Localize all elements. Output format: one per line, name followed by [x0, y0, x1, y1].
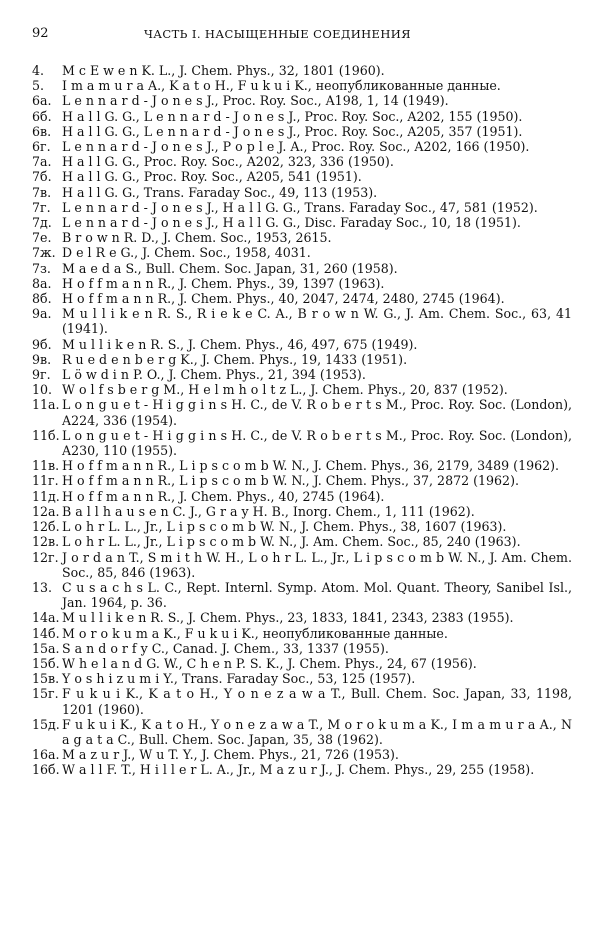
page-header: [32, 26, 568, 42]
reference-number: 16а.: [32, 747, 60, 763]
reference-text: F u k u i K., K a t o H., Y o n e z a w a T., M o r o k u m a K., I m a m u r a A., N a g a t a C., Bull. Chem. Soc. Japan, 35, 38 (1962).: [62, 716, 572, 747]
reference-text: M u l l i k e n R. S., J. Chem. Phys., 23, 1833, 1841, 2343, 2383 (1955).: [62, 610, 514, 626]
reference-entry: [32, 139, 572, 154]
reference-text: L o n g u e t - H i g g i n s H. C., de V. R o b e r t s M., Proc. Roy. Soc. (London), A230, 110 (1955).: [62, 427, 572, 459]
reference-entry: [32, 93, 572, 108]
reference-entry: [32, 504, 572, 519]
reference-number: 11д.: [32, 488, 60, 504]
reference-entry: [32, 352, 572, 367]
reference-text: M o r o k u m a K., F u k u i K., неопубликованные данные.: [62, 625, 448, 641]
reference-entry: [32, 261, 572, 276]
reference-entry: [32, 78, 572, 93]
reference-entry: [32, 306, 572, 336]
reference-text: H o f f m a n n R., L i p s c o m b W. N., J. Chem. Phys., 37, 2872 (1962).: [62, 473, 519, 489]
reference-entry: [32, 747, 572, 762]
reference-text: H o f f m a n n R., J. Chem. Phys., 39, 1397 (1963).: [62, 275, 385, 291]
reference-number: 9г.: [32, 367, 51, 383]
reference-number: 4.: [32, 63, 45, 78]
reference-entry: [32, 337, 572, 352]
reference-text: M u l l i k e n R. S., J. Chem. Phys., 46, 497, 675 (1949).: [62, 336, 418, 352]
reference-number: 7б.: [32, 169, 52, 185]
reference-text: L o h r L. L., Jr., L i p s c o m b W. N., J. Am. Chem. Soc., 85, 240 (1963).: [62, 534, 521, 550]
reference-entry: [32, 550, 572, 580]
reference-text: H a l l G. G., Proc. Roy. Soc., A202, 323, 336 (1950).: [62, 154, 394, 170]
reference-number: 12б.: [32, 519, 60, 535]
reference-text: H a l l G. G., L e n n a r d - J o n e s J., Proc. Roy. Soc., A205, 357 (1951).: [62, 123, 523, 139]
reference-text: H o f f m a n n R., L i p s c o m b W. N., J. Chem. Phys., 36, 2179, 3489 (1962).: [62, 458, 560, 474]
reference-entry: [32, 291, 572, 306]
reference-entry: [32, 686, 572, 716]
reference-entry: [32, 489, 572, 504]
reference-entry: [32, 154, 572, 169]
reference-number: 14а.: [32, 610, 60, 626]
reference-text: L e n n a r d - J o n e s J., P o p l e J. A., Proc. Roy. Soc., A202, 166 (1950).: [62, 139, 530, 155]
reference-text: M u l l i k e n R. S., R i e k e C. A., B r o w n W. G., J. Am. Chem. Soc., 63, 41 (1941).: [62, 306, 572, 337]
reference-entry: [32, 367, 572, 382]
reference-text: W o l f s b e r g M., H e l m h o l t z L., J. Chem. Phys., 20, 837 (1952).: [62, 382, 508, 398]
reference-entry: [32, 245, 572, 260]
reference-number: 14б.: [32, 625, 60, 641]
reference-number: 6б.: [32, 108, 52, 124]
reference-list: [32, 63, 572, 778]
reference-text: M c E w e n K. L., J. Chem. Phys., 32, 1801 (1960).: [62, 63, 385, 78]
reference-entry: [32, 671, 572, 686]
reference-number: 8а.: [32, 275, 52, 291]
reference-number: 12а.: [32, 503, 60, 519]
reference-entry: [32, 169, 572, 184]
reference-number: 16б.: [32, 762, 60, 778]
reference-number: 11в.: [32, 458, 60, 474]
reference-number: 6г.: [32, 139, 51, 155]
reference-number: 7а.: [32, 154, 52, 170]
reference-number: 15г.: [32, 686, 59, 702]
reference-number: 7з.: [32, 260, 51, 276]
reference-text: L e n n a r d - J o n e s J., H a l l G. G., Disc. Faraday Soc., 10, 18 (1951).: [62, 215, 521, 231]
reference-number: 6а.: [32, 93, 52, 109]
reference-entry: [32, 610, 572, 625]
reference-number: 7в.: [32, 184, 52, 200]
reference-entry: [32, 717, 572, 747]
reference-text: L e n n a r d - J o n e s J., H a l l G. G., Trans. Faraday Soc., 47, 581 (1952).: [62, 199, 538, 215]
reference-number: 6в.: [32, 123, 52, 139]
reference-entry: [32, 519, 572, 534]
reference-text: C u s a c h s L. C., Rept. Internl. Symp. Atom. Mol. Quant. Theory, Sanibel Isl., Jan. 1964, p. 36.: [62, 579, 572, 611]
reference-entry: [32, 382, 572, 397]
reference-text: S a n d o r f y C., Canad. J. Chem., 33, 1337 (1955).: [62, 640, 389, 656]
reference-text: B a l l h a u s e n C. J., G r a y H. B., Inorg. Chem., 1, 111 (1962).: [62, 503, 475, 519]
reference-number: 15б.: [32, 655, 60, 671]
running-title: ЧАСТЬ I. НАСЫЩЕННЫЕ СОЕДИНЕНИЯ: [144, 27, 411, 41]
reference-text: L o h r L. L., Jr., L i p s c o m b W. N., J. Chem. Phys., 38, 1607 (1963).: [62, 519, 507, 535]
reference-entry: [32, 641, 572, 656]
reference-entry: [32, 230, 572, 245]
reference-number: 5.: [32, 78, 45, 94]
reference-number: 7д.: [32, 215, 52, 231]
reference-entry: [32, 656, 572, 671]
reference-entry: [32, 124, 572, 139]
reference-entry: [32, 109, 572, 124]
reference-text: R u e d e n b e r g K., J. Chem. Phys., 19, 1433 (1951).: [62, 351, 408, 367]
reference-number: 7е.: [32, 230, 52, 246]
reference-number: 8б.: [32, 291, 52, 307]
reference-text: L ö w d i n P. O., J. Chem. Phys., 21, 394 (1953).: [62, 367, 366, 383]
reference-entry: [32, 276, 572, 291]
reference-text: W a l l F. T., H i l l e r L. A., Jr., M a z u r J., J. Chem. Phys., 29, 255 (1958).: [62, 762, 535, 778]
reference-text: H a l l G. G., Proc. Roy. Soc., A205, 541 (1951).: [62, 169, 362, 185]
reference-text: L e n n a r d - J o n e s J., Proc. Roy. Soc., A198, 1, 14 (1949).: [62, 93, 449, 109]
reference-text: H a l l G. G., L e n n a r d - J o n e s J., Proc. Roy. Soc., A202, 155 (1950).: [62, 108, 523, 124]
reference-entry: [32, 762, 572, 777]
reference-entry: [32, 458, 572, 473]
reference-text: H a l l G. G., Trans. Faraday Soc., 49, 113 (1953).: [62, 184, 378, 200]
reference-number: 13.: [32, 579, 53, 595]
reference-number: 12г.: [32, 549, 59, 565]
reference-number: 7г.: [32, 199, 51, 215]
reference-number: 15а.: [32, 640, 60, 656]
reference-number: 11а.: [32, 397, 60, 413]
reference-text: H o f f m a n n R., J. Chem. Phys., 40, 2745 (1964).: [62, 488, 385, 504]
reference-entry: [32, 473, 572, 488]
reference-text: M a z u r J., W u T. Y., J. Chem. Phys., 21, 726 (1953).: [62, 747, 399, 763]
reference-text: F u k u i K., K a t o H., Y o n e z a w a T., Bull. Chem. Soc. Japan, 33, 1198, 1201 (1960).: [62, 686, 572, 717]
reference-text: J o r d a n T., S m i t h W. H., L o h r L. L., Jr., L i p s c o m b W. N., J. Am. Chem. Soc., 85, 846 (1963).: [62, 549, 572, 580]
reference-number: 11б.: [32, 427, 60, 443]
reference-number: 15в.: [32, 671, 60, 687]
reference-text: W h e l a n d G. W., C h e n P. S. K., J. Chem. Phys., 24, 67 (1956).: [62, 655, 477, 671]
reference-entry: [32, 534, 572, 549]
reference-text: H o f f m a n n R., J. Chem. Phys., 40, 2047, 2474, 2480, 2745 (1964).: [62, 291, 505, 307]
reference-number: 12в.: [32, 534, 60, 550]
reference-entry: [32, 397, 572, 427]
reference-number: 10.: [32, 382, 53, 398]
page-number: 92: [32, 26, 49, 41]
reference-entry: [32, 200, 572, 215]
reference-entry: [32, 428, 572, 458]
reference-entry: [32, 626, 572, 641]
reference-number: 9в.: [32, 351, 52, 367]
reference-text: B r o w n R. D., J. Chem. Soc., 1953, 2615.: [62, 230, 332, 246]
reference-number: 7ж.: [32, 245, 56, 261]
reference-text: M a e d a S., Bull. Chem. Soc. Japan, 31, 260 (1958).: [62, 260, 398, 276]
reference-text: L o n g u e t - H i g g i n s H. C., de V. R o b e r t s M., Proc. Roy. Soc. (London), A224, 336 (1954).: [62, 397, 572, 428]
reference-entry: [32, 63, 572, 78]
reference-entry: [32, 185, 572, 200]
reference-text: D e l R e G., J. Chem. Soc., 1958, 4031.: [62, 245, 311, 261]
reference-number: 15д.: [32, 716, 60, 732]
reference-entry: [32, 215, 572, 230]
reference-number: 9б.: [32, 336, 52, 352]
reference-text: Y o s h i z u m i Y., Trans. Faraday Soc., 53, 125 (1957).: [62, 671, 416, 687]
reference-text: I m a m u r a A., K a t o H., F u k u i K., неопубликованные данные.: [62, 78, 501, 94]
reference-number: 11г.: [32, 473, 59, 489]
reference-entry: [32, 580, 572, 610]
reference-number: 9а.: [32, 306, 52, 322]
